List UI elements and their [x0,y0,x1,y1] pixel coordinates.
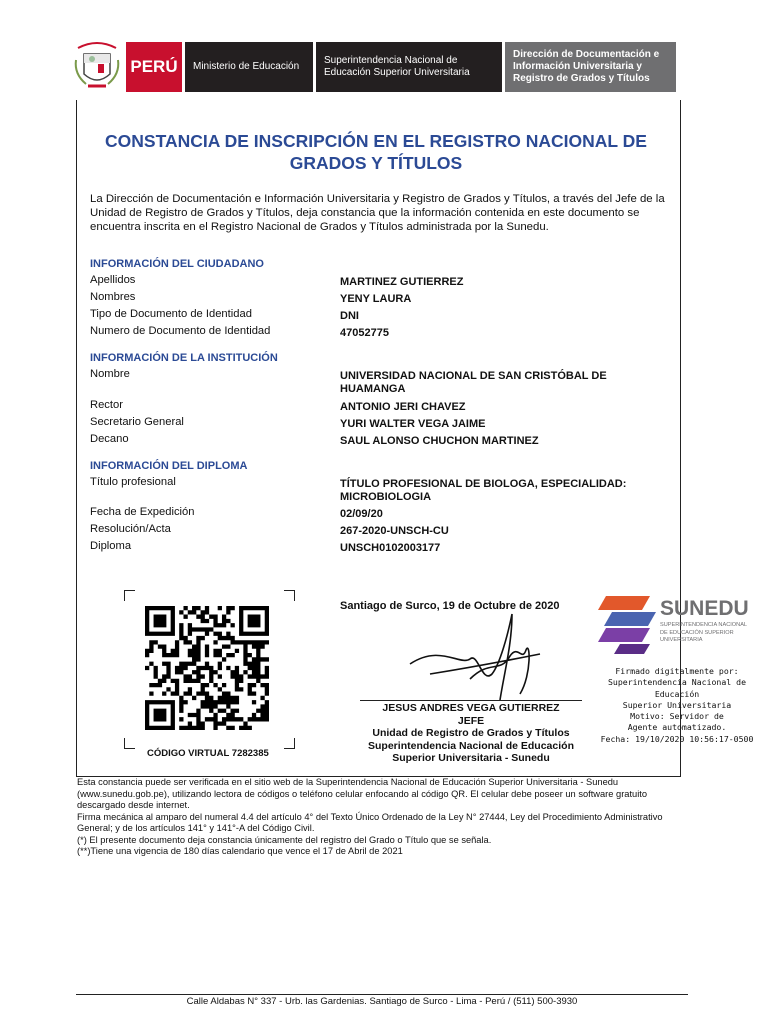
signer-unit: Unidad de Registro de Grados y Títulos [372,727,570,739]
seal-line-4: Motivo: Servidor de [630,711,724,722]
sunedu-label: Superintendencia Nacional de Educación Superior Universitaria [316,42,502,92]
qr-code-label: CÓDIGO VIRTUAL 7282385 [147,748,269,759]
peru-label: PERÚ [126,42,182,92]
diploma-heading: INFORMACIÓN DEL DIPLOMA [90,460,248,472]
value-numero-documento: 47052775 [340,327,389,339]
footnote-legal: Firma mecánica al amparo del numeral 4.4 del artículo 4° del Texto Único Ordenado de la Ley N° 27444, Ley del Procedimiento Administrativo General; y de los artículos 141° y 141°-A del Código Civil. [77,811,663,833]
footer-address: Calle Aldabas N° 337 - Urb. las Gardenias. Santiago de Surco - Lima - Perú / (511) 500-3930 [186,996,578,1007]
place-date: Santiago de Surco, 19 de Octubre de 2020 [340,600,560,612]
seal-line-5: Agente automatizado. [627,722,727,733]
seal-line-3: Superior Universitaria [622,699,732,710]
value-nombre: UNIVERSIDAD NACIONAL DE SAN CRISTÓBAL DE HUAMANGA [340,370,607,395]
footnotes [77,777,677,858]
sunedu-logo-sub: SUPERINTENDENCIA NACIONAL DE EDUCACIÓN SUPERIOR UNIVERSITARIA [660,622,747,643]
value-tipo-documento: DNI [340,310,359,322]
intro-paragraph: La Dirección de Documentación e Información Universitaria y Registro de Grados y Títulos, a través del Jefe de la Unidad de Registro de Grados y Títulos, deja constancia que la información contenida en este documento se encuentra inscrita en el Registro Nacional de Grados y Títulos administrada por la Sunedu. [90,193,665,233]
value-apellidos: MARTINEZ GUTIERREZ [340,276,464,288]
citizen-heading: INFORMACIÓN DEL CIUDADANO [90,258,264,270]
label-titulo: Título profesional [90,476,176,488]
value-decano: SAUL ALONSO CHUCHON MARTINEZ [340,435,539,447]
value-secretario: YURI WALTER VEGA JAIME [340,418,486,430]
signer-org-2: Superior Universitaria - Sunedu [392,752,550,764]
footer-line [76,994,688,995]
qr-corner-tl [124,590,135,601]
value-resolucion: 267-2020-UNSCH-CU [340,525,449,537]
signer-role: JEFE [457,714,485,727]
digital-signature-text [592,666,762,745]
sunedu-logo-icon [598,594,658,656]
frame-left-line [76,100,77,776]
label-apellidos: Apellidos [90,274,136,286]
qr-corner-tr [284,590,295,601]
direction-label: Dirección de Documentación e Información Universitaria y Registro de Grados y Títulos [505,42,676,92]
qr-corner-br [284,738,295,749]
label-tipo-documento: Tipo de Documento de Identidad [90,308,252,320]
value-nombres: YENY LAURA [340,293,412,305]
value-fecha-expedicion: 02/09/20 [340,508,383,520]
signer-org-1: Superintendencia Nacional de Educación [368,739,574,752]
coat-of-arms-icon [72,40,122,94]
value-diploma: UNSCH0102003177 [340,542,441,554]
institution-heading: INFORMACIÓN DE LA INSTITUCIÓN [90,352,278,364]
handwritten-signature [400,604,550,704]
label-secretario: Secretario General [90,416,184,428]
qr-code[interactable] [142,606,272,730]
seal-line-1: Firmado digitalmente por: [615,666,739,676]
value-rector: ANTONIO JERI CHAVEZ [340,401,466,413]
footnote-validity: (**)Tiene una vigencia de 180 días calendario que vence el 17 de Abril de 2021 [77,846,403,856]
label-fecha-expedicion: Fecha de Expedición [90,506,195,518]
seal-line-6: Fecha: 19/10/2020 10:56:17-0500 [600,733,754,744]
signature-line [360,700,582,701]
signer-block [340,702,602,765]
footnote-verify: Esta constancia puede ser verificada en el sitio web de la Superintendencia Nacional de Educación Superior Universitaria - Sunedu (www.sunedu.gob.pe), utilizando lectora de códigos o teléfono celular enfocando al código QR. El celular debe poseer un software gratuito descargado desde internet. [77,777,648,810]
footnote-scope: (*) El presente documento deja constancia únicamente del registro del Grado o Título que se señala. [77,834,492,845]
seal-line-2: Superintendencia Nacional de Educación [607,677,747,699]
label-resolucion: Resolución/Acta [90,523,171,535]
signer-name: JESUS ANDRES VEGA GUTIERREZ [382,702,560,714]
value-titulo: TÍTULO PROFESIONAL DE BIOLOGA, ESPECIALIDAD: MICROBIOLOGIA [340,478,627,503]
document-title: CONSTANCIA DE INSCRIPCIÓN EN EL REGISTRO NACIONAL DE GRADOS Y TÍTULOS [105,131,647,173]
ministry-label: Ministerio de Educación [185,42,313,92]
label-decano: Decano [90,433,129,445]
label-diploma: Diploma [90,540,132,552]
label-numero-documento: Numero de Documento de Identidad [90,325,271,337]
label-nombre: Nombre [90,368,130,380]
qr-corner-bl [124,738,135,749]
sunedu-logo-text: SUNEDU [660,597,749,620]
label-nombres: Nombres [90,291,136,303]
label-rector: Rector [90,399,123,411]
